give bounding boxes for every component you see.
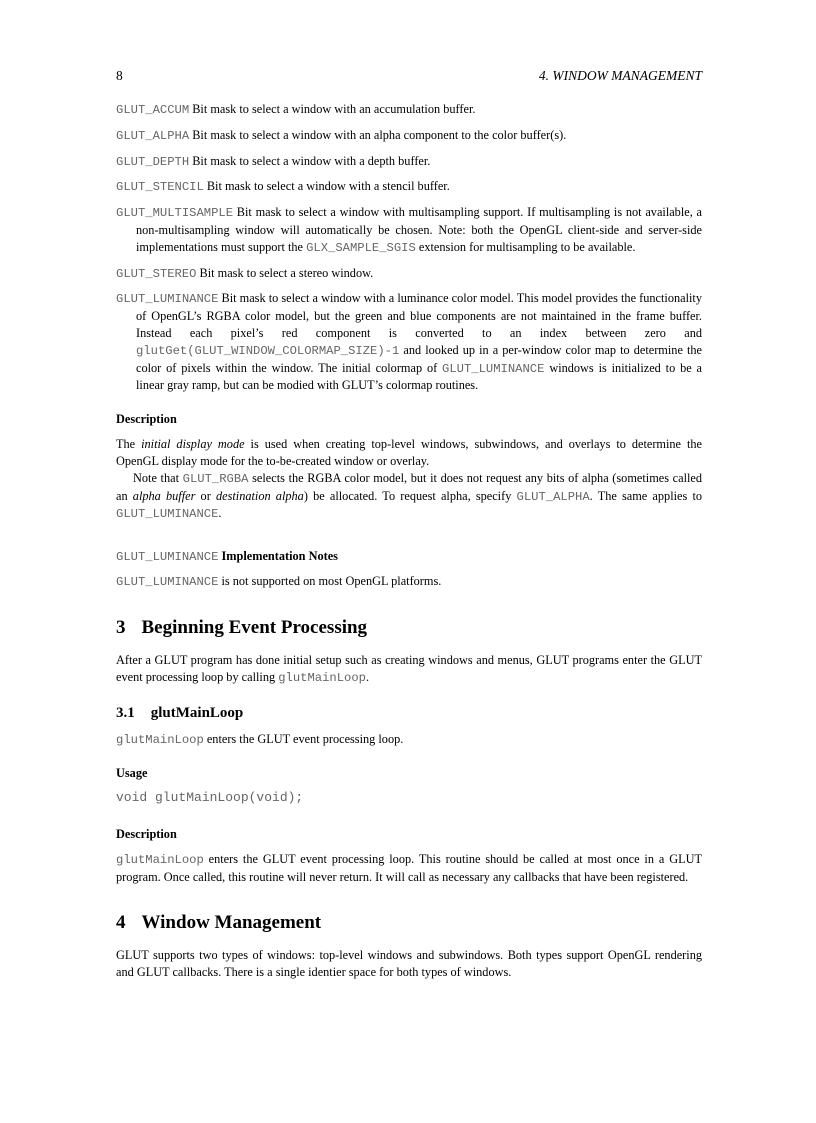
inline-code: GLUT_LUMINANCE — [116, 550, 219, 565]
inline-code: glutMainLoop — [116, 853, 204, 868]
section-number: 4 — [116, 911, 126, 933]
constant-description: Bit mask to select a window with a stencil buffer. — [206, 179, 450, 194]
constant-name: GLUT_DEPTH — [116, 154, 190, 169]
inline-code: GLUT_RGBA — [182, 471, 249, 486]
constant-name: GLUT_MULTISAMPLE — [116, 206, 234, 221]
inline-code: GLUT_LUMINANCE — [116, 575, 219, 590]
section-title: glutMainLoop — [150, 704, 244, 721]
text-run: ) be allocated. To request alpha, specify — [303, 488, 512, 503]
document-page — [116, 68, 702, 981]
text-run: Note that — [133, 470, 179, 485]
text-run: . — [218, 506, 222, 521]
section-number: 3 — [116, 616, 126, 638]
def-glut-multisample — [116, 204, 702, 256]
constant-description-cont: extension for multisampling to be available. — [418, 239, 636, 254]
constant-name: GLUT_LUMINANCE — [116, 292, 219, 307]
implementation-notes-heading — [116, 549, 702, 564]
constant-name: GLUT_ACCUM — [116, 103, 190, 117]
section-4-heading — [116, 912, 702, 934]
inline-code: glutMainLoop — [278, 670, 366, 685]
page-number: 8 — [116, 68, 123, 83]
description-paragraph — [116, 470, 702, 523]
constant-name: GLUT_STENCIL — [116, 180, 204, 195]
text-run: or — [200, 488, 211, 503]
emphasis: destination alpha — [215, 488, 304, 503]
description-heading: Description — [116, 412, 177, 427]
description-heading: Description — [116, 827, 177, 842]
text-run: enters the GLUT event processing loop. This routine should be called at most once in a GLUT program. Once called, this routine will never return. It will call as necessary any callbacks that have been registered. — [116, 852, 702, 885]
text-run: After a GLUT program has done initial setup such as creating windows and menus, GLUT programs enter the GLUT event processing loop by calling — [116, 652, 702, 684]
section-3-heading — [116, 617, 702, 639]
section-4-intro: GLUT supports two types of windows: top-level windows and subwindows. Both types support OpenGL rendering and GLUT callbacks. There is a single identier space for both types of windows. — [116, 947, 702, 979]
def-glut-accum — [116, 101, 702, 119]
section-number: 3.1 — [116, 704, 135, 721]
description-paragraph — [116, 436, 702, 470]
def-glut-stencil — [116, 178, 702, 196]
constant-description: Bit mask to select a window with an alpha component to the color buffer(s). — [192, 127, 567, 142]
section-title: Window Management — [141, 911, 322, 933]
emphasis: alpha buffer — [132, 488, 196, 503]
constant-name: GLUT_STEREO — [116, 266, 197, 281]
section-3-1-intro — [116, 731, 702, 749]
definition-list — [116, 101, 702, 394]
text-run: . — [365, 669, 370, 684]
section-3-1-heading — [116, 705, 702, 722]
constant-description: Bit mask to select a window with an accumulation buffer. — [192, 102, 476, 116]
def-glut-stereo — [116, 265, 702, 283]
constant-name: GLUT_ALPHA — [116, 128, 190, 143]
inline-code: GLX_SAMPLE_SGIS — [306, 240, 416, 255]
constant-description: Bit mask to select a window with a depth buffer. — [192, 153, 431, 168]
def-glut-luminance — [116, 290, 702, 394]
def-glut-depth — [116, 153, 702, 171]
constant-description: Bit mask to select a window with a luminance color model. This model provides the functionality of OpenGL’s RGBA color model, but the green and blue components are not maintained in the frame buffer. Instead each pixel’s red component is converted to an index between zero and — [136, 291, 702, 340]
inline-code: GLUT_LUMINANCE — [116, 507, 219, 522]
implementation-notes-paragraph — [116, 573, 702, 591]
inline-code: glutGet(GLUT_WINDOW_COLORMAP_SIZE)-1 — [136, 343, 400, 358]
chapter-title: 4. WINDOW MANAGEMENT — [538, 68, 702, 83]
inline-code: GLUT_ALPHA — [516, 489, 590, 504]
text-run: enters the GLUT event processing loop. — [206, 731, 404, 746]
inline-code: GLUT_LUMINANCE — [442, 361, 545, 376]
text-run: . The same applies to — [589, 488, 703, 503]
heading-text: Implementation Notes — [221, 549, 338, 564]
text-run: The — [116, 437, 136, 452]
def-glut-alpha — [116, 127, 702, 145]
usage-heading: Usage — [116, 766, 148, 781]
constant-description-end: windows is initialized to be a linear gray ramp, but can be modied with GLUT’s colormap routines. — [136, 360, 702, 393]
section-3-intro — [116, 652, 702, 687]
usage-code: void glutMainLoop(void); — [116, 790, 304, 806]
emphasis: initial display mode — [141, 437, 245, 452]
text-run: is not supported on most OpenGL platforms. — [221, 574, 442, 589]
description-paragraph — [116, 851, 702, 886]
text-run: is used when creating top-level windows, subwindows, and overlays to determine the OpenGL display mode for the to-be-created window or overlay. — [116, 437, 703, 468]
text-run: selects the RGBA color model, but it does not request any bits of alpha (sometimes called an — [116, 470, 703, 503]
inline-code: glutMainLoop — [116, 732, 204, 747]
section-title: Beginning Event Processing — [141, 616, 368, 638]
constant-description: Bit mask to select a stereo window. — [199, 265, 374, 280]
constant-description-cont: and looked up in a per-window color map to determine the color of pixels within the window. The initial colormap of — [136, 342, 702, 375]
running-header — [116, 68, 702, 84]
constant-description: Bit mask to select a window with multisampling support. If multisampling is not available, a non-multisampling window will automatically be chosen. Note: both the OpenGL client-side and server-side implementations must support the — [136, 205, 703, 254]
